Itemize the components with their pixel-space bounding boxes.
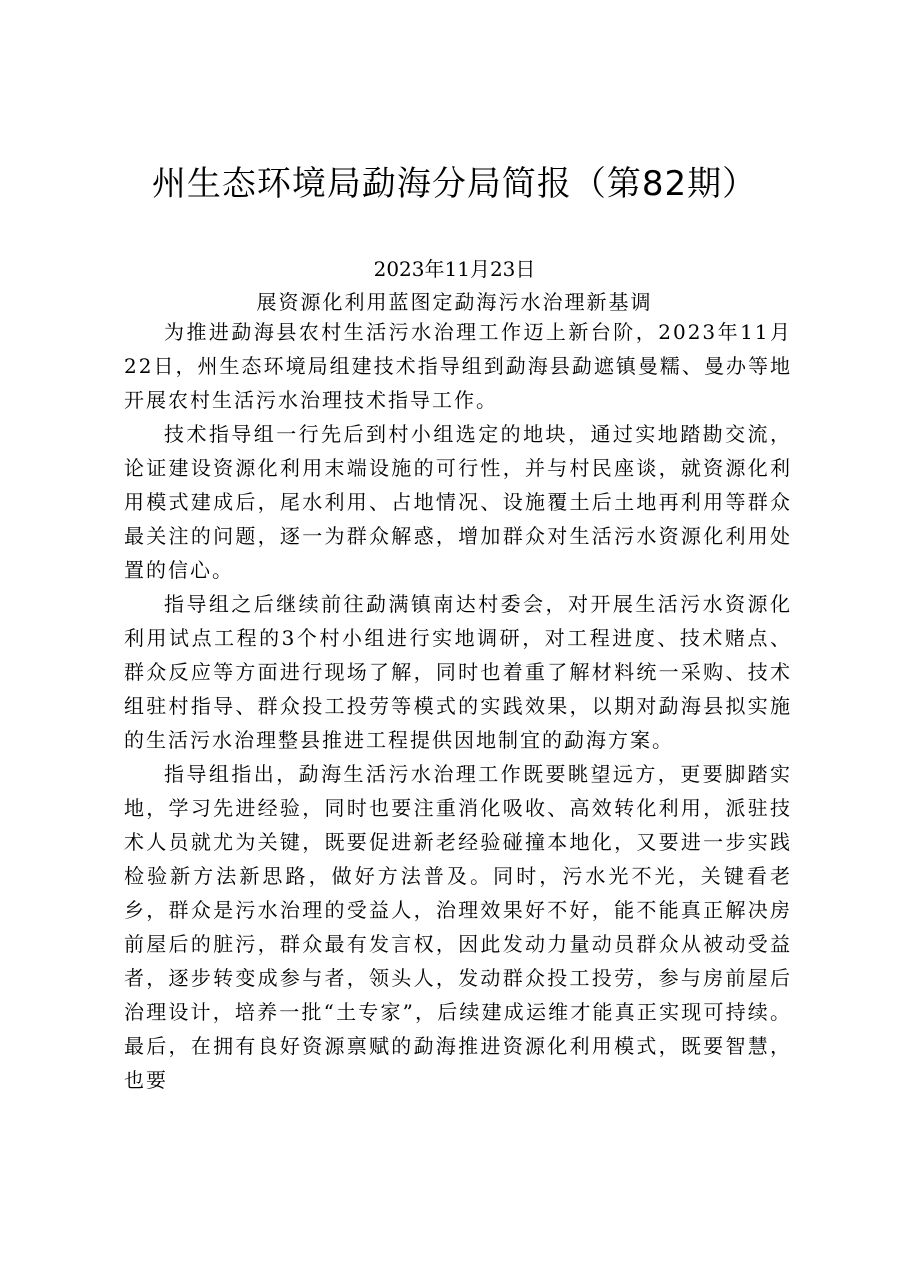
article-body <box>124 315 792 1097</box>
paragraph: 为推进勐海县农村生活污水治理工作迈上新台阶，2023年11月22日，州生态环境局组建技术指导组到勐海县勐遮镇曼糯、曼办等地开展农村生活污水治理技术指导工作。 <box>124 320 792 412</box>
paragraph: 指导组之后继续前往勐满镇南达村委会，对开展生活污水资源化利用试点工程的3个村小组进行实地调研，对工程进度、技术赌点、群众反应等方面进行现场了解，同时也着重了解材料统一采购、技术组驻村指导、群众投工投劳等模式的实践效果，以期对勐海县拟实施的生活污水治理整县推进工程提供因地制宜的勐海方案。 <box>124 592 792 752</box>
document-title: 州生态环境局勐海分局简报（第82期） <box>151 164 758 204</box>
paragraph: 技术指导组一行先后到村小组选定的地块，通过实地踏勘交流，论证建设资源化利用末端设施的可行性，并与村民座谈，就资源化利用模式建成后，尾水利用、占地情况、设施覆土后土地再利用等群众最关注的问题，逐一为群众解惑，增加群众对生活污水资源化利用处置的信心。 <box>124 422 792 582</box>
paragraph: 指导组指出，勐海生活污水治理工作既要眺望远方，更要脚踏实地，学习先进经验，同时也要注重消化吸收、高效转化利用，派驻技术人员就尤为关键，既要促进新老经验碰撞本地化，又要进一步实践检验新方法新思路，做好方法普及。同时，污水光不光，关键看老乡，群众是污水治理的受益人，治理效果好不好，能不能真正解决房前屋后的脏污，群众最有发言权，因此发动力量动员群众从被动受益者，逐步转变成参与者，领头人，发动群众投工投劳，参与房前屋后治理设计，培养一批“土专家”，后续建成运维才能真正实现可持续。最后，在拥有良好资源禀赋的勐海推进资源化利用模式，既要智慧，也要 <box>124 762 792 1092</box>
article-headline: 展资源化利用蓝图定勐海污水治理新基调 <box>256 290 653 314</box>
document-date: 2023年11月23日 <box>373 257 536 281</box>
